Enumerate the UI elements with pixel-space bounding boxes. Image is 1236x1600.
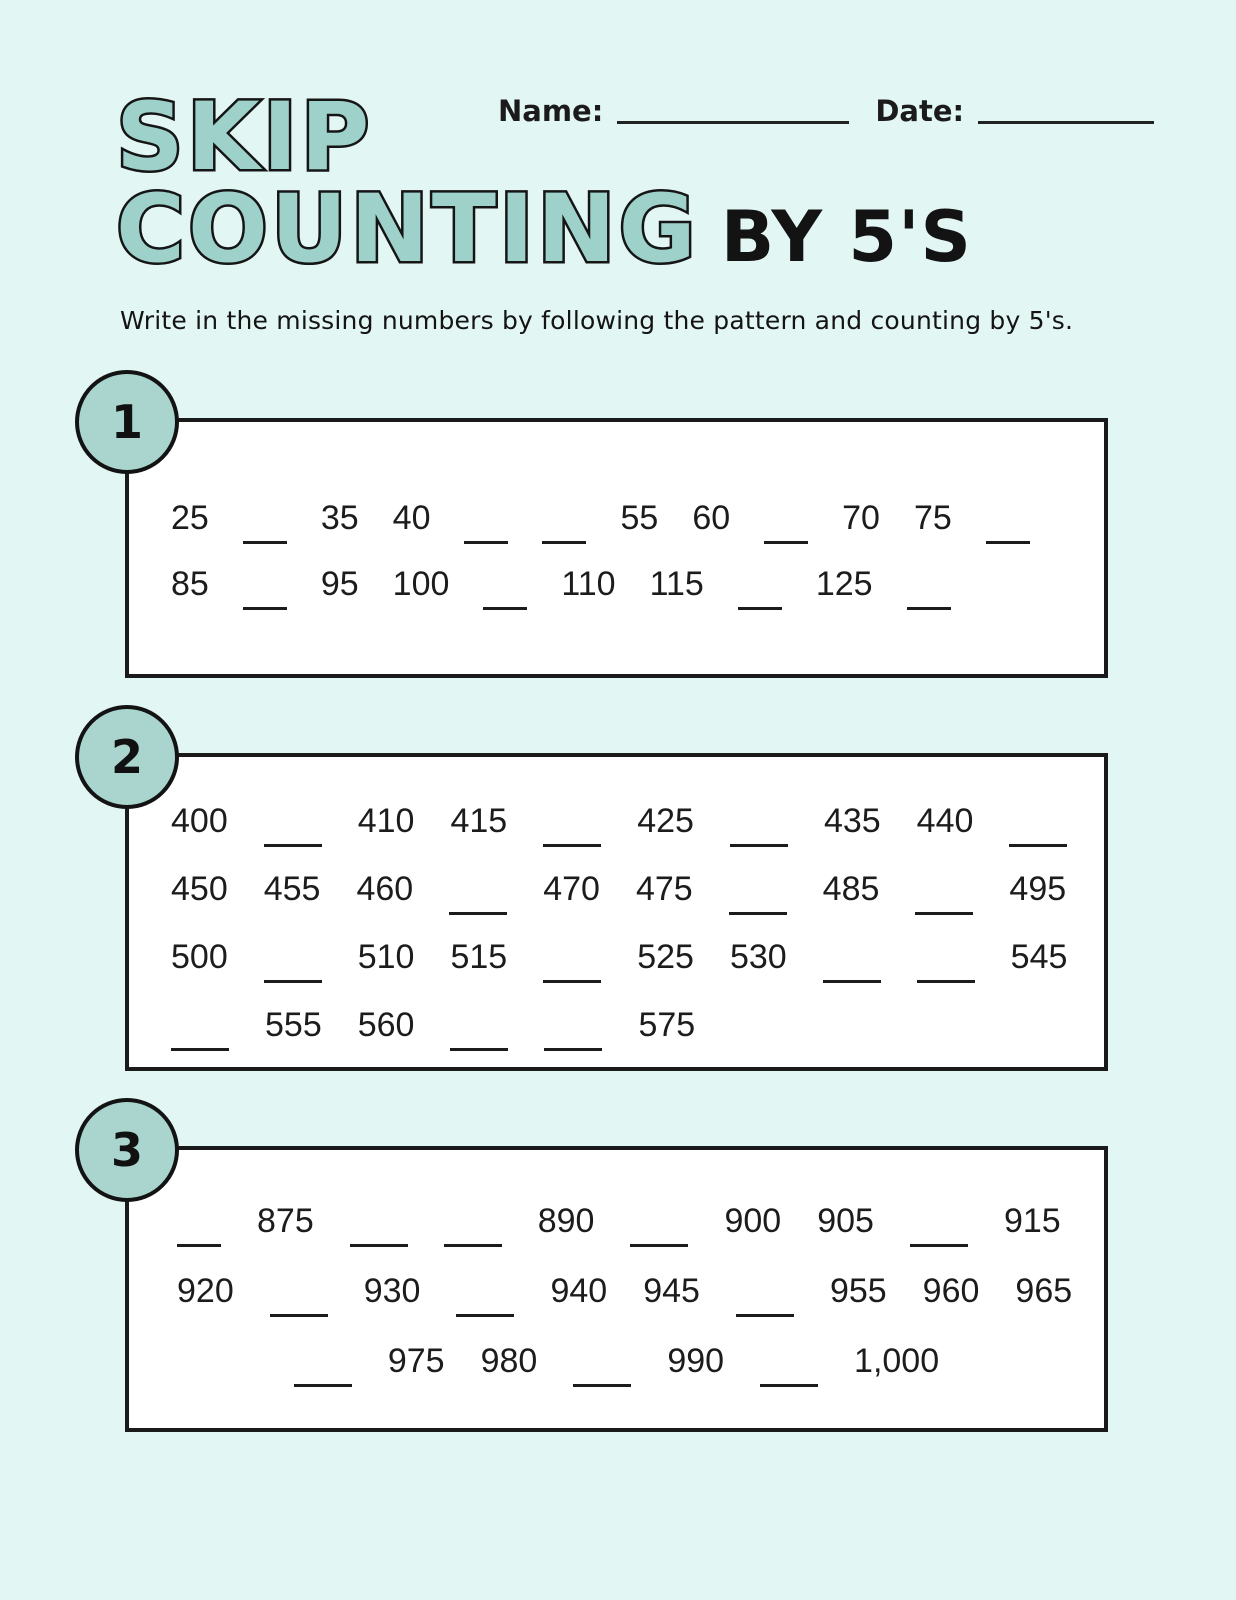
number-token: 560 xyxy=(357,1005,415,1044)
number-token: 415 xyxy=(450,801,508,840)
problem-box-2 xyxy=(110,730,1108,1071)
answer-blank[interactable] xyxy=(730,844,788,847)
answer-blank[interactable] xyxy=(264,980,322,983)
number-token: 940 xyxy=(550,1271,608,1310)
number-token: 60 xyxy=(692,498,731,537)
instructions-text: Write in the missing numbers by following the pattern and counting by 5's. xyxy=(120,306,1074,335)
number-token: 55 xyxy=(620,498,659,537)
number-token: 905 xyxy=(817,1201,874,1240)
number-token: 930 xyxy=(363,1271,421,1310)
title-word-skip: SKIP xyxy=(116,83,373,192)
number-token: 555 xyxy=(265,1005,322,1044)
number-token: 115 xyxy=(649,564,704,603)
number-row xyxy=(129,936,1104,976)
number-token: 945 xyxy=(643,1271,700,1310)
number-token: 1,000 xyxy=(854,1341,940,1380)
answer-blank[interactable] xyxy=(823,980,881,983)
number-row xyxy=(129,800,1104,840)
number-row xyxy=(129,1004,1104,1044)
answer-blank[interactable] xyxy=(464,541,508,544)
answer-blank[interactable] xyxy=(910,1244,968,1247)
answer-blank[interactable] xyxy=(736,1314,794,1317)
answer-blank[interactable] xyxy=(449,912,507,915)
problem-number-badge: 1 xyxy=(75,370,179,474)
number-token: 125 xyxy=(815,564,873,603)
answer-blank[interactable] xyxy=(264,844,322,847)
answer-blank[interactable] xyxy=(544,1048,602,1051)
answer-blank[interactable] xyxy=(764,541,808,544)
number-token: 485 xyxy=(822,869,880,908)
number-token: 875 xyxy=(257,1201,314,1240)
number-token: 990 xyxy=(667,1341,725,1380)
number-token: 35 xyxy=(320,498,359,537)
title-word-counting: COUNTING xyxy=(116,175,699,285)
number-token: 455 xyxy=(263,869,321,908)
name-label: Name: xyxy=(498,94,604,128)
number-token: 85 xyxy=(171,564,209,603)
number-rows xyxy=(129,422,1104,603)
number-token: 40 xyxy=(392,498,431,537)
number-token: 25 xyxy=(171,498,209,537)
number-token: 435 xyxy=(823,801,881,840)
number-token: 450 xyxy=(171,869,228,908)
number-token: 110 xyxy=(561,564,616,603)
number-token: 515 xyxy=(450,937,508,976)
answer-blank[interactable] xyxy=(171,1048,229,1051)
number-token: 410 xyxy=(357,801,415,840)
problem-box-3 xyxy=(110,1123,1108,1432)
answer-blank[interactable] xyxy=(350,1244,408,1247)
answer-blank[interactable] xyxy=(243,607,287,610)
number-token: 440 xyxy=(916,801,974,840)
number-row xyxy=(129,1270,1104,1310)
answer-blank[interactable] xyxy=(729,912,787,915)
number-token: 475 xyxy=(635,869,693,908)
answer-blank[interactable] xyxy=(270,1314,328,1317)
number-token: 70 xyxy=(842,498,880,537)
number-rows xyxy=(129,757,1104,1044)
answer-blank[interactable] xyxy=(243,541,287,544)
number-token: 425 xyxy=(637,801,694,840)
answer-blank[interactable] xyxy=(543,844,601,847)
answer-blank[interactable] xyxy=(294,1384,352,1387)
number-token: 975 xyxy=(387,1341,445,1380)
number-token: 500 xyxy=(171,937,228,976)
date-label: Date: xyxy=(875,94,965,128)
number-token: 575 xyxy=(638,1005,696,1044)
answer-blank[interactable] xyxy=(1009,844,1067,847)
problem-number-badge: 3 xyxy=(75,1098,179,1202)
date-field-line[interactable] xyxy=(978,121,1154,124)
number-row xyxy=(129,868,1104,908)
title-suffix-by-5s: BY 5'S xyxy=(720,196,972,279)
number-token: 530 xyxy=(729,937,787,976)
number-token: 890 xyxy=(537,1201,595,1240)
problem-number-badge: 2 xyxy=(75,705,179,809)
number-token: 525 xyxy=(637,937,694,976)
number-token: 900 xyxy=(724,1201,782,1240)
number-token: 100 xyxy=(392,564,450,603)
answer-blank[interactable] xyxy=(450,1048,508,1051)
answer-blank[interactable] xyxy=(444,1244,502,1247)
answer-blank[interactable] xyxy=(630,1244,688,1247)
number-token: 955 xyxy=(829,1271,887,1310)
answer-blank[interactable] xyxy=(907,607,951,610)
number-row xyxy=(129,1200,1104,1240)
answer-blank[interactable] xyxy=(915,912,973,915)
number-token: 470 xyxy=(543,869,600,908)
answer-blank[interactable] xyxy=(760,1384,818,1387)
answer-blank[interactable] xyxy=(738,607,782,610)
number-token: 495 xyxy=(1009,869,1067,908)
number-rows xyxy=(129,1150,1104,1380)
answer-blank[interactable] xyxy=(456,1314,514,1317)
worksheet-title xyxy=(116,83,972,285)
problem-box-1 xyxy=(110,395,1108,678)
number-row xyxy=(129,563,1104,603)
number-token: 400 xyxy=(171,801,228,840)
answer-blank[interactable] xyxy=(543,980,601,983)
number-token: 980 xyxy=(480,1341,538,1380)
answer-blank[interactable] xyxy=(483,607,527,610)
number-token: 960 xyxy=(922,1271,980,1310)
answer-blank[interactable] xyxy=(986,541,1030,544)
number-token: 95 xyxy=(320,564,359,603)
number-token: 915 xyxy=(1003,1201,1061,1240)
number-row xyxy=(129,1340,1104,1380)
number-token: 545 xyxy=(1010,937,1068,976)
number-token: 460 xyxy=(356,869,414,908)
number-token: 510 xyxy=(357,937,415,976)
number-token: 920 xyxy=(177,1271,234,1310)
answer-blank[interactable] xyxy=(917,980,975,983)
answer-blank[interactable] xyxy=(573,1384,631,1387)
number-row xyxy=(129,497,1104,537)
number-token: 75 xyxy=(913,498,952,537)
number-token: 965 xyxy=(1015,1271,1073,1310)
answer-blank[interactable] xyxy=(542,541,586,544)
answer-blank[interactable] xyxy=(177,1244,221,1247)
